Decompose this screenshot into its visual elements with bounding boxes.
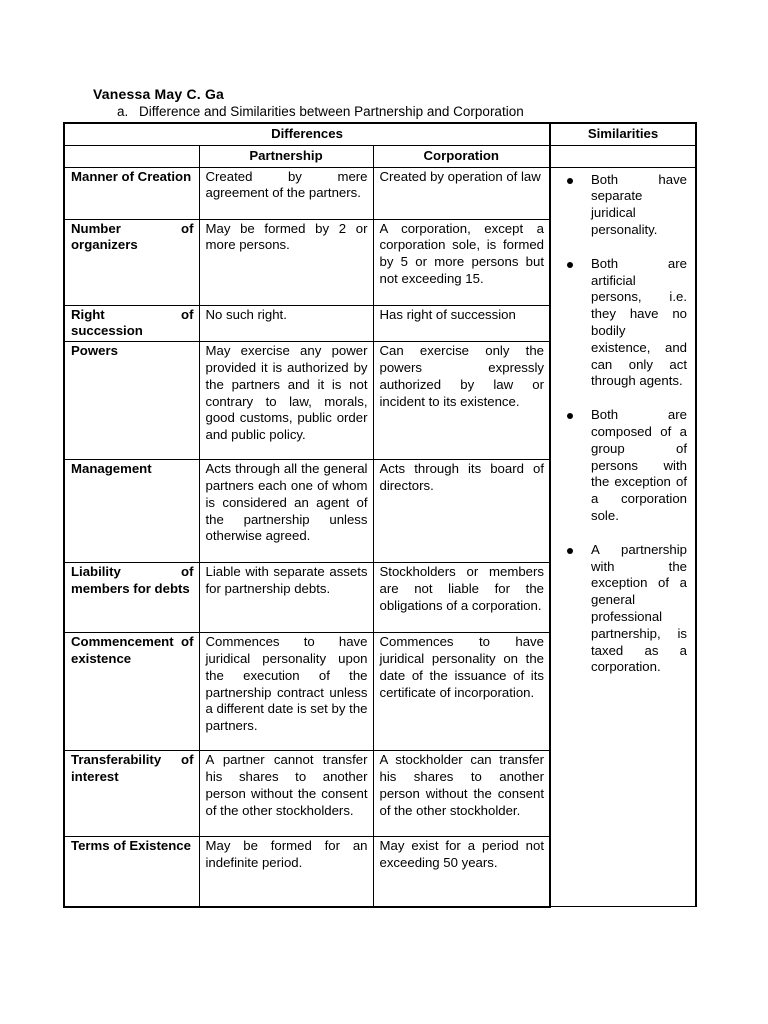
row-label: Manner of Creation [64, 167, 199, 219]
header-empty-cell [64, 145, 199, 167]
row-label: Number of organizers [64, 219, 199, 305]
corporation-cell: A stockholder can transfer his shares to another person without the consent of the other stockholder. [373, 751, 550, 837]
section-heading [117, 104, 524, 119]
similarities-cell [550, 167, 696, 907]
table-row [64, 167, 696, 219]
row-label: Management [64, 460, 199, 563]
bullet-icon [567, 178, 573, 184]
corporation-cell: Commences to have juridical personality on the date of the issuance of its certificate of incorporation. [373, 633, 550, 751]
corporation-cell: Can exercise only the powers expressly authorized by law or incident to its existence. [373, 342, 550, 460]
corporation-header: Corporation [373, 145, 550, 167]
corporation-cell: Acts through its board of directors. [373, 460, 550, 563]
list-item: Both are composed of a group of persons with the exception of a corporation sole. [561, 407, 687, 525]
partnership-cell: May be formed for an indefinite period. [199, 837, 373, 907]
list-item: Both have separate juridical personality. [561, 172, 687, 239]
similarities-spacer [550, 145, 696, 167]
bullet-icon [567, 548, 573, 554]
bullet-icon [567, 262, 573, 268]
list-item: Both are artificial persons, i.e. they have no bodily existence, and can only act through agents. [561, 256, 687, 390]
partnership-cell: Commences to have juridical personality upon the execution of the partnership contract unless a different date is set by the partners. [199, 633, 373, 751]
row-label: Transferability of interest [64, 751, 199, 837]
row-label: Terms of Existence [64, 837, 199, 907]
corporation-cell: Created by operation of law [373, 167, 550, 219]
partnership-cell: May exercise any power provided it is authorized by the partners and it is not contrary to law, morals, good customs, public order and public policy. [199, 342, 373, 460]
row-label: Commencement of existence [64, 633, 199, 751]
heading-text: Difference and Similarities between Partnership and Corporation [139, 104, 524, 119]
row-label: Right of succession [64, 305, 199, 342]
row-label: Powers [64, 342, 199, 460]
partnership-header: Partnership [199, 145, 373, 167]
partnership-cell: No such right. [199, 305, 373, 342]
partnership-cell: A partner cannot transfer his shares to another person without the consent of the other stockholders. [199, 751, 373, 837]
corporation-cell: Stockholders or members are not liable for the obligations of a corporation. [373, 563, 550, 633]
comparison-table [63, 122, 697, 908]
partnership-cell: May be formed by 2 or more persons. [199, 219, 373, 305]
list-item: A partnership with the exception of a general professional partnership, is taxed as a corporation. [561, 542, 687, 676]
author-name: Vanessa May C. Ga [93, 86, 225, 102]
partnership-cell: Created by mere agreement of the partners. [199, 167, 373, 219]
corporation-cell: May exist for a period not exceeding 50 years. [373, 837, 550, 907]
heading-letter: a. [117, 104, 129, 119]
row-label: Liability of members for debts [64, 563, 199, 633]
differences-header: Differences [64, 123, 550, 145]
corporation-cell: Has right of succession [373, 305, 550, 342]
similarities-header: Similarities [550, 123, 696, 145]
corporation-cell: A corporation, except a corporation sole, is formed by 5 or more persons but not exceeding 15. [373, 219, 550, 305]
partnership-cell: Acts through all the general partners each one of whom is considered an agent of the partnership unless otherwise agreed. [199, 460, 373, 563]
bullet-icon [567, 413, 573, 419]
partnership-cell: Liable with separate assets for partnership debts. [199, 563, 373, 633]
similarities-list [561, 172, 687, 677]
